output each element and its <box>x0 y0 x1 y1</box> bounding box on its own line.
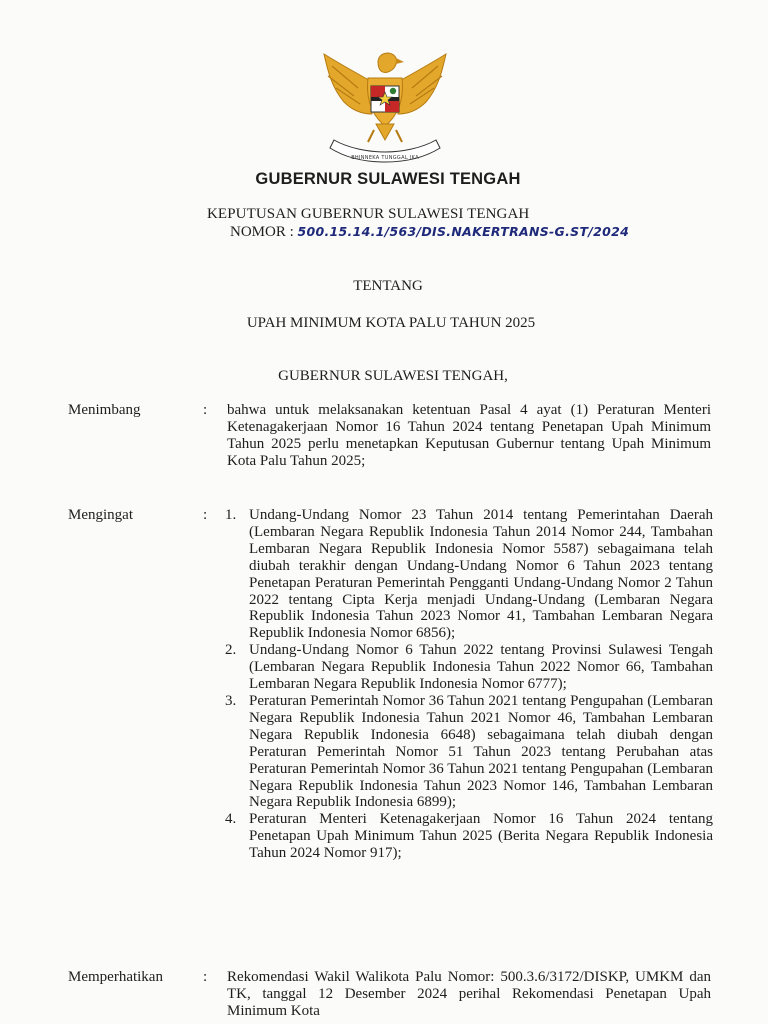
list-item-number: 2. <box>225 642 237 659</box>
decree-number-line <box>230 224 629 241</box>
governor-title: GUBERNUR SULAWESI TENGAH <box>255 170 521 188</box>
list-item <box>223 811 713 862</box>
svg-text:BHINNEKA TUNGGAL IKA: BHINNEKA TUNGGAL IKA <box>351 155 419 161</box>
list-item <box>223 693 713 811</box>
mengingat-colon: : <box>203 507 208 523</box>
menimbang-colon: : <box>203 402 208 418</box>
mengingat-label: Mengingat <box>68 507 133 523</box>
governor-address: GUBERNUR SULAWESI TENGAH, <box>278 368 508 384</box>
number-label: NOMOR : <box>230 224 294 240</box>
list-item-number: 4. <box>225 811 237 828</box>
list-item-number: 1. <box>225 507 237 523</box>
list-item <box>223 642 713 693</box>
list-item-number: 3. <box>225 692 237 709</box>
decree-title: KEPUTUSAN GUBERNUR SULAWESI TENGAH <box>207 206 530 222</box>
decree-subject: UPAH MINIMUM KOTA PALU TAHUN 2025 <box>246 315 536 331</box>
handwritten-decree-number: 500.15.14.1/563/DIS.NAKERTRANS-G.ST/2024 <box>297 224 630 239</box>
menimbang-label: Menimbang <box>68 402 141 418</box>
list-item-text: Undang-Undang Nomor 6 Tahun 2022 tentang Provinsi Sulawesi Tengah (Lembaran Negara Republik Indonesia Tahun 2022 Nomor 66, Tambahan Lembaran Negara Republik Indonesia Nomor 6777); <box>249 642 713 693</box>
list-item <box>223 507 713 642</box>
tentang-heading: TENTANG <box>353 278 423 294</box>
garuda-emblem-icon <box>318 44 452 166</box>
memperhatikan-text: Rekomendasi Wakil Walikota Palu Nomor: 500.3.6/3172/DISKP, UMKM dan TK, tanggal 12 Desember 2024 perihal Rekomendasi Penetapan Upah Minimum Kota <box>227 969 711 1019</box>
list-item-text: Undang-Undang Nomor 23 Tahun 2014 tentang Pemerintahan Daerah (Lembaran Negara Republik Indonesia Tahun 2014 Nomor 244, Tambahan Lembaran Negara Republik Indonesia Nomor 5587) sebagaimana telah diubah terakhir dengan Undang-Undang Nomor 6 Tahun 2023 tentang Penetapan Peraturan Pemerintah Pengganti Undang-Undang Nomor 2 Tahun 2022 tentang Cipta Kerja menjadi Undang-Undang (Lembaran Negara Republik Indonesia Tahun 2023 Nomor 41, Tambahan Lembaran Negara Republik Indonesia Nomor 6856); <box>249 507 713 642</box>
menimbang-text: bahwa untuk melaksanakan ketentuan Pasal 4 ayat (1) Peraturan Menteri Ketenagakerjaan Nomor 16 Tahun 2024 tentang Penetapan Upah Minimum Tahun 2025 perlu menetapkan Keputusan Gubernur tentang Upah Minimum Kota Palu Tahun 2025; <box>227 402 711 469</box>
memperhatikan-colon: : <box>203 969 208 985</box>
list-item-text: Peraturan Menteri Ketenagakerjaan Nomor 16 Tahun 2024 tentang Penetapan Upah Minimum Tahun 2025 (Berita Negara Republik Indonesia Tahun 2024 Nomor 917); <box>249 811 713 862</box>
mengingat-list <box>223 507 713 862</box>
list-item-text: Peraturan Pemerintah Nomor 36 Tahun 2021 tentang Pengupahan (Lembaran Negara Republik Indonesia Tahun 2021 Nomor 46, Tambahan Lembaran Negara Republik Indonesia 6648) sebagaimana telah diubah dengan Peraturan Pemerintah Nomor 51 Tahun 2023 tentang Perubahan atas Peraturan Pemerintah Nomor 36 Tahun 2021 tentang Pengupahan (Lembaran Negara Republik Indonesia Tahun 2023 Nomor 146, Tambahan Lembaran Negara Republik Indonesia 6899); <box>249 692 713 811</box>
memperhatikan-label: Memperhatikan <box>68 969 163 985</box>
